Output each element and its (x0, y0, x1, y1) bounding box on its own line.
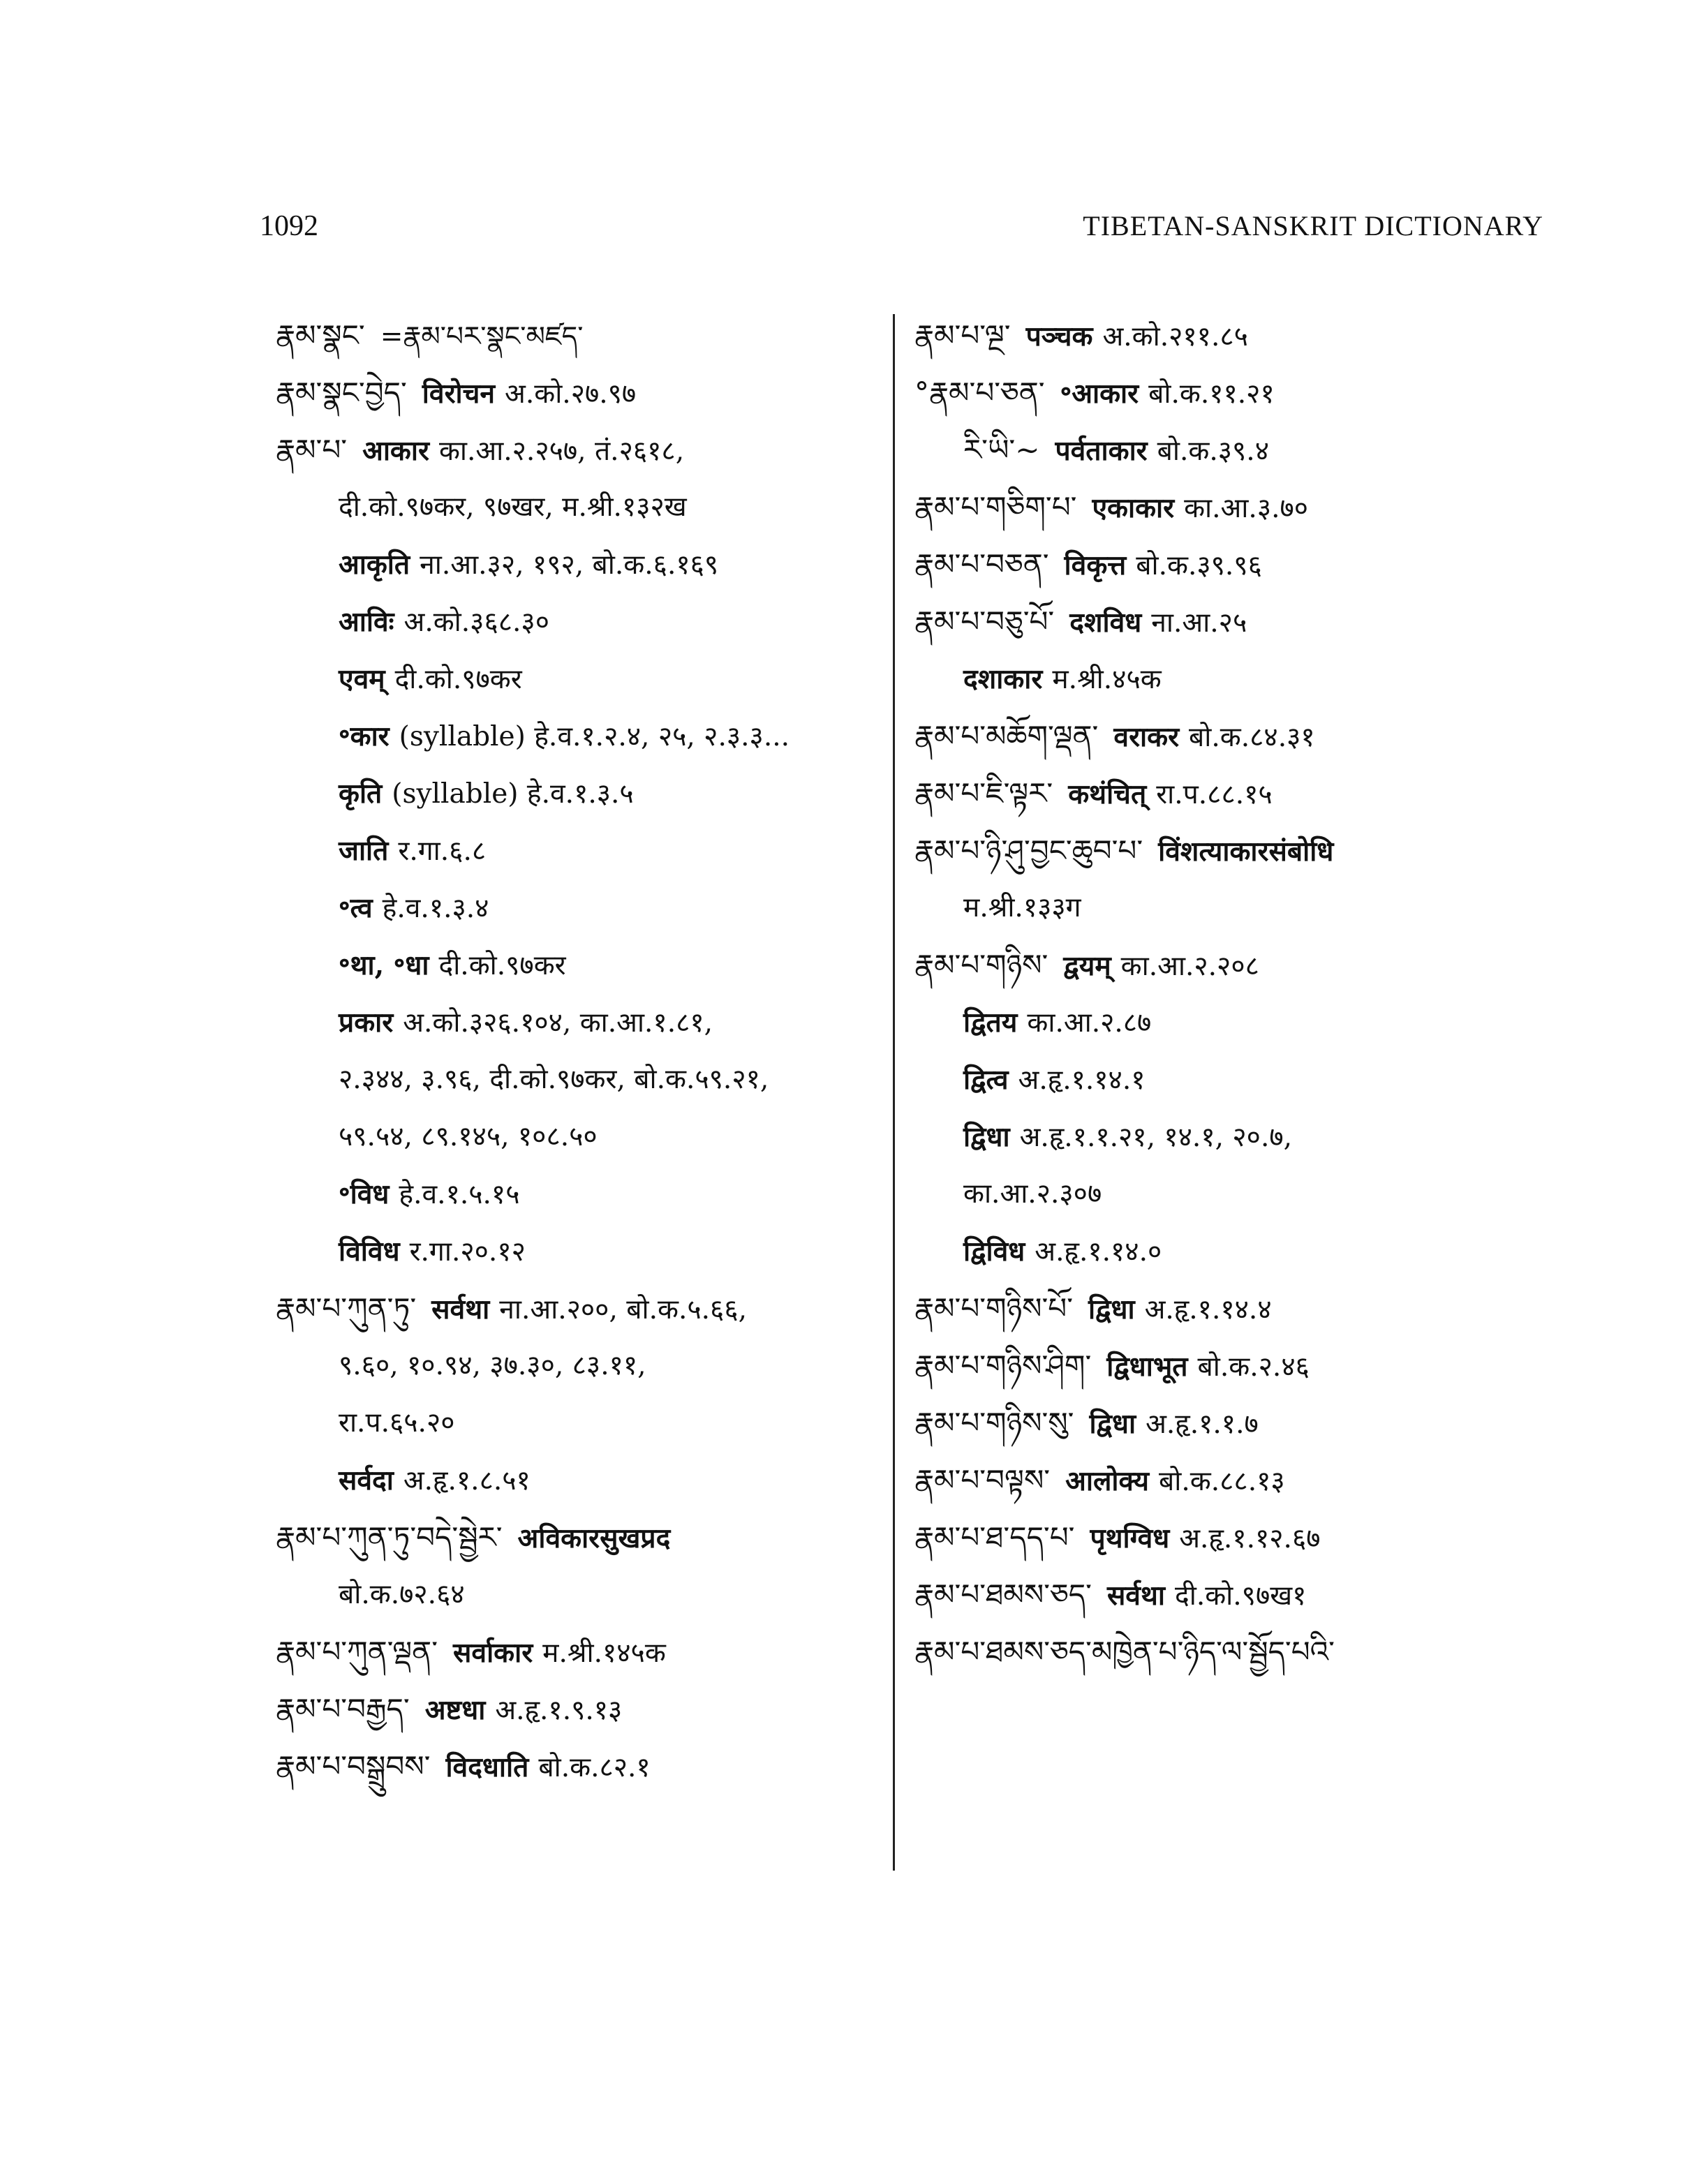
source-reference: अ.हृ.१.१२.६७ (1179, 1523, 1321, 1554)
sanskrit-headword: ॰कार (339, 720, 390, 752)
source-reference: बो.क.११.२१ (1148, 378, 1275, 410)
tibetan-term: རྣམ་པ་མཆོག་ལྡན་ (914, 719, 1099, 753)
source-reference: का.आ.२.२०८ (1120, 951, 1259, 982)
source-reference: ५९.५४, ८९.१४५, १०८.५० (339, 1121, 598, 1152)
entry-line (276, 536, 890, 593)
source-reference: रा.प.८८.१५ (1156, 779, 1273, 810)
tibetan-term: རྣམ་པ་བརྒྱད་ (276, 1692, 410, 1726)
sanskrit-headword: आकार (362, 435, 429, 467)
sanskrit-headword: कृति (339, 778, 383, 810)
sanskrit-headword: दशाकार (963, 663, 1043, 695)
tibetan-term: རྣམ་སྣང་ (276, 318, 365, 352)
entry-line (276, 479, 890, 536)
entry-line (914, 1166, 1585, 1223)
entry-line (276, 364, 890, 422)
source-reference: अ.हृ.१.१४.१ (1018, 1064, 1146, 1096)
sanskrit-headword: पञ्चक (1025, 320, 1093, 352)
entry-line (914, 1452, 1585, 1509)
source-reference: बो.क.७२.६४ (339, 1579, 465, 1610)
source-reference: बो.क.८४.३१ (1189, 722, 1315, 753)
source-reference: का.आ.३.७० (1184, 493, 1309, 524)
entry-line (276, 765, 890, 822)
entry-line (276, 1337, 890, 1395)
sanskrit-headword: द्वित्व (963, 1064, 1009, 1096)
tibetan-term: རྣམ་པ་བསྒྲུབས་ (276, 1749, 431, 1783)
source-reference: म.श्री.१४५क (542, 1637, 666, 1669)
entry-line (914, 1395, 1585, 1452)
sanskrit-headword: सर्वथा (1106, 1580, 1166, 1612)
source-reference: =རྣམ་པར་སྣང་མཛད་ (380, 321, 584, 352)
sanskrit-headword: द्विविध (963, 1235, 1025, 1268)
source-reference: अ.को.२११.८५ (1102, 321, 1248, 352)
entry-line (914, 536, 1585, 593)
tibetan-term: རྣམ་པ་བཅུ་པོ་ (914, 604, 1055, 639)
tibetan-term: རྣམ་པ་ཇི་ལྟར་ (914, 776, 1053, 810)
entry-line (914, 1337, 1585, 1395)
entry-line (914, 765, 1585, 822)
source-reference: (syllable) हे.व.१.२.४, २५, २.३.३... (399, 721, 790, 752)
entry-line (914, 937, 1585, 994)
entry-line (914, 1509, 1585, 1566)
source-reference: ना.आ.३२, १९२, बो.क.६.१६९ (420, 549, 719, 581)
tibetan-term: རྣམ་པ་ཉི་ཤུ་བྱང་ཆུབ་པ་ (914, 833, 1143, 868)
entry-line (276, 1624, 890, 1681)
entry-line (914, 364, 1585, 422)
entry-line (276, 822, 890, 879)
sanskrit-headword: द्वयम् (1063, 950, 1111, 982)
entry-line (276, 1738, 890, 1795)
tibetan-term: རྣམ་པ་ལྔ་ (914, 318, 1011, 352)
source-reference: ना.आ.२५ (1151, 607, 1247, 639)
source-reference: हे.व.१.३.४ (382, 893, 489, 924)
sanskrit-headword: आकृति (339, 549, 410, 581)
column-divider (893, 314, 895, 1871)
running-head: TIBETAN-SANSKRIT DICTIONARY (1083, 210, 1543, 242)
entry-line (276, 1223, 890, 1280)
entry-line (914, 593, 1585, 651)
source-reference: का.आ.२.३०७ (963, 1178, 1102, 1210)
source-reference: अ.को.३६८.३० (403, 607, 549, 638)
tibetan-term: རྣམ་པ་ཐམས་ཅད་ (914, 1577, 1092, 1612)
sanskrit-headword: प्रकार (339, 1006, 394, 1039)
source-reference: अ.हृ.१.८.५१ (403, 1465, 531, 1496)
tibetan-term: རྣམ་པ་གཉིས་པོ་ (914, 1291, 1074, 1325)
source-reference: अ.हृ.१.९.१३ (495, 1695, 623, 1726)
entry-line (276, 1280, 890, 1337)
entry-line (276, 1681, 890, 1738)
sanskrit-headword: द्वितय (963, 1006, 1018, 1039)
source-reference: अ.को.२७.९७ (505, 378, 637, 410)
sanskrit-headword: ॰विध (339, 1178, 390, 1210)
entry-line (914, 1051, 1585, 1108)
sanskrit-headword: द्विधा (1088, 1293, 1135, 1325)
entry-line (914, 422, 1585, 479)
right-column (914, 307, 1585, 1681)
tibetan-term: རི་ཡི་~ (963, 433, 1040, 467)
entry-line (276, 422, 890, 479)
sanskrit-headword: सर्वाकार (453, 1637, 533, 1669)
sanskrit-headword: द्विधाभूत (1106, 1351, 1188, 1383)
tibetan-term: རྣམ་པ་ཀུན་ཏུ་བདེ་སྦྱེར་ (276, 1520, 503, 1554)
source-reference: अ.हृ.१.१४.० (1035, 1236, 1162, 1268)
sanskrit-headword: कथंचित् (1068, 778, 1147, 810)
entry-line (276, 1566, 890, 1624)
source-reference: अ.हृ.१.१४.४ (1144, 1294, 1272, 1325)
entry-line (276, 651, 890, 708)
tibetan-term: རྣམ་པ་གཉིས་ཤིག་ (914, 1349, 1092, 1383)
tibetan-term: རྣམ་པ་བལྟས་ (914, 1463, 1051, 1497)
source-reference: अ.हृ.१.१.७ (1146, 1409, 1259, 1440)
entry-line (276, 1452, 890, 1509)
entry-line (276, 879, 890, 937)
source-reference: २.३४४, ३.९६, दी.को.९७कर, बो.क.५९.२१, (339, 1064, 769, 1095)
sanskrit-headword: अष्टधा (424, 1694, 486, 1726)
sanskrit-headword: आविः (339, 606, 394, 638)
source-reference: रा.प.६५.२० (339, 1407, 455, 1439)
source-reference: ९.६०, १०.९४, ३७.३०, ८३.११, (339, 1350, 646, 1381)
sanskrit-headword: ॰था, ॰धा (339, 949, 429, 981)
sanskrit-headword: विविध (339, 1235, 400, 1268)
sanskrit-headword: पर्वताकार (1055, 435, 1148, 467)
sanskrit-headword: पृथग्विध (1090, 1522, 1170, 1554)
entry-line (276, 994, 890, 1051)
sanskrit-headword: एकाकार (1092, 492, 1175, 524)
sanskrit-headword: ॰त्व (339, 892, 373, 924)
sanskrit-headword: दशविध (1069, 607, 1142, 639)
entry-line (914, 307, 1585, 364)
entry-line (914, 708, 1585, 765)
sanskrit-headword: द्विधा (1089, 1408, 1136, 1440)
source-reference: अ.हृ.१.१.२१, १४.१, २०.७, (1019, 1122, 1293, 1153)
tibetan-term: རྣམ་པ་ཐ་དད་པ་ (914, 1520, 1075, 1554)
entry-line (914, 1280, 1585, 1337)
entry-line (914, 994, 1585, 1051)
entry-line (276, 1395, 890, 1452)
source-reference: बो.क.८२.१ (538, 1752, 651, 1783)
source-reference: हे.व.१.५.१५ (399, 1179, 520, 1210)
source-reference: बो.क.२.४६ (1197, 1351, 1310, 1383)
tibetan-term: རྣམ་པ་ཀུན་ཏུ་ (276, 1291, 417, 1325)
tibetan-term: °རྣམ་པ་ཅན་ (914, 376, 1045, 410)
entry-line (914, 879, 1585, 937)
tibetan-term: རྣམ་པ་བཅན་ (914, 547, 1049, 581)
entry-line (914, 1624, 1585, 1681)
sanskrit-headword: सर्वदा (339, 1464, 394, 1496)
source-reference: (syllable) हे.व.१.३.५ (392, 778, 634, 810)
source-reference: म.श्री.४५क (1052, 664, 1162, 695)
sanskrit-headword: विरोचन (422, 378, 496, 410)
sanskrit-headword: एवम् (339, 663, 385, 695)
source-reference: दी.को.९७ख१ (1175, 1580, 1307, 1612)
sanskrit-headword: ॰आकार (1060, 378, 1139, 410)
source-reference: दी.को.९७कर, ९७खर, म.श्री.१३२ख (339, 491, 687, 523)
sanskrit-headword: सर्वथा (431, 1293, 490, 1325)
source-reference: का.आ.२.८७ (1027, 1007, 1152, 1039)
sanskrit-headword: वराकर (1113, 721, 1180, 753)
entry-line (276, 937, 890, 994)
entry-line (276, 593, 890, 651)
tibetan-term: རྣམ་པ་གཅིག་པ་ (914, 490, 1077, 524)
source-reference: र.गा.६.८ (398, 835, 487, 867)
tibetan-term: རྣམ་སྣང་བྱེད་ (276, 376, 407, 410)
source-reference: अ.को.३२६.१०४, का.आ.१.८१, (403, 1007, 713, 1039)
source-reference: बो.क.८८.१३ (1159, 1466, 1285, 1497)
sanskrit-headword: विदधाति (445, 1751, 529, 1783)
sanskrit-headword: आलोक्य (1065, 1465, 1150, 1497)
sanskrit-headword: जाति (339, 835, 389, 867)
entry-line (276, 1108, 890, 1166)
page-number: 1092 (260, 210, 318, 242)
tibetan-term: རྣམ་པ་གཉིས་ (914, 948, 1048, 982)
entry-line (276, 1509, 890, 1566)
sanskrit-headword: द्विधा (963, 1121, 1010, 1153)
entry-line (276, 1051, 890, 1108)
sanskrit-headword: विकृत्त (1064, 549, 1127, 581)
source-reference: बो.क.३९.९६ (1136, 550, 1262, 581)
source-reference: दी.को.९७कर (438, 950, 566, 981)
entry-line (276, 1166, 890, 1223)
entry-line (914, 822, 1585, 879)
entry-line (914, 479, 1585, 536)
source-reference: र.गा.२०.१२ (409, 1236, 526, 1268)
source-reference: दी.को.९७कर (394, 664, 522, 695)
source-reference: का.आ.२.२५७, तं.२६१८, (438, 436, 685, 467)
left-column (276, 307, 890, 1795)
entry-line (914, 1566, 1585, 1624)
tibetan-term: རྣམ་པ་གཉིས་སུ་ (914, 1406, 1074, 1440)
tibetan-term: རྣམ་པ་ཐམས་ཅད་མཁྱེན་པ་ཉིད་ལ་སྦྱོད་པའི་ (914, 1635, 1335, 1669)
entry-line (914, 1223, 1585, 1280)
source-reference: बो.क.३९.४ (1157, 436, 1269, 467)
sanskrit-headword: अविकारसुखप्रद (517, 1522, 671, 1554)
entry-line (276, 307, 890, 364)
source-reference: ना.आ.२००, बो.क.५.६६, (499, 1294, 748, 1325)
entry-line (914, 651, 1585, 708)
sanskrit-headword: विंशत्याकारसंबोधि (1158, 835, 1334, 868)
source-reference: म.श्री.१३३ग (963, 892, 1081, 923)
tibetan-term: རྣམ་པ་ (276, 433, 348, 467)
entry-line (914, 1108, 1585, 1166)
tibetan-term: རྣམ་པ་ཀུན་ལྡན་ (276, 1635, 438, 1669)
entry-line (276, 708, 890, 765)
